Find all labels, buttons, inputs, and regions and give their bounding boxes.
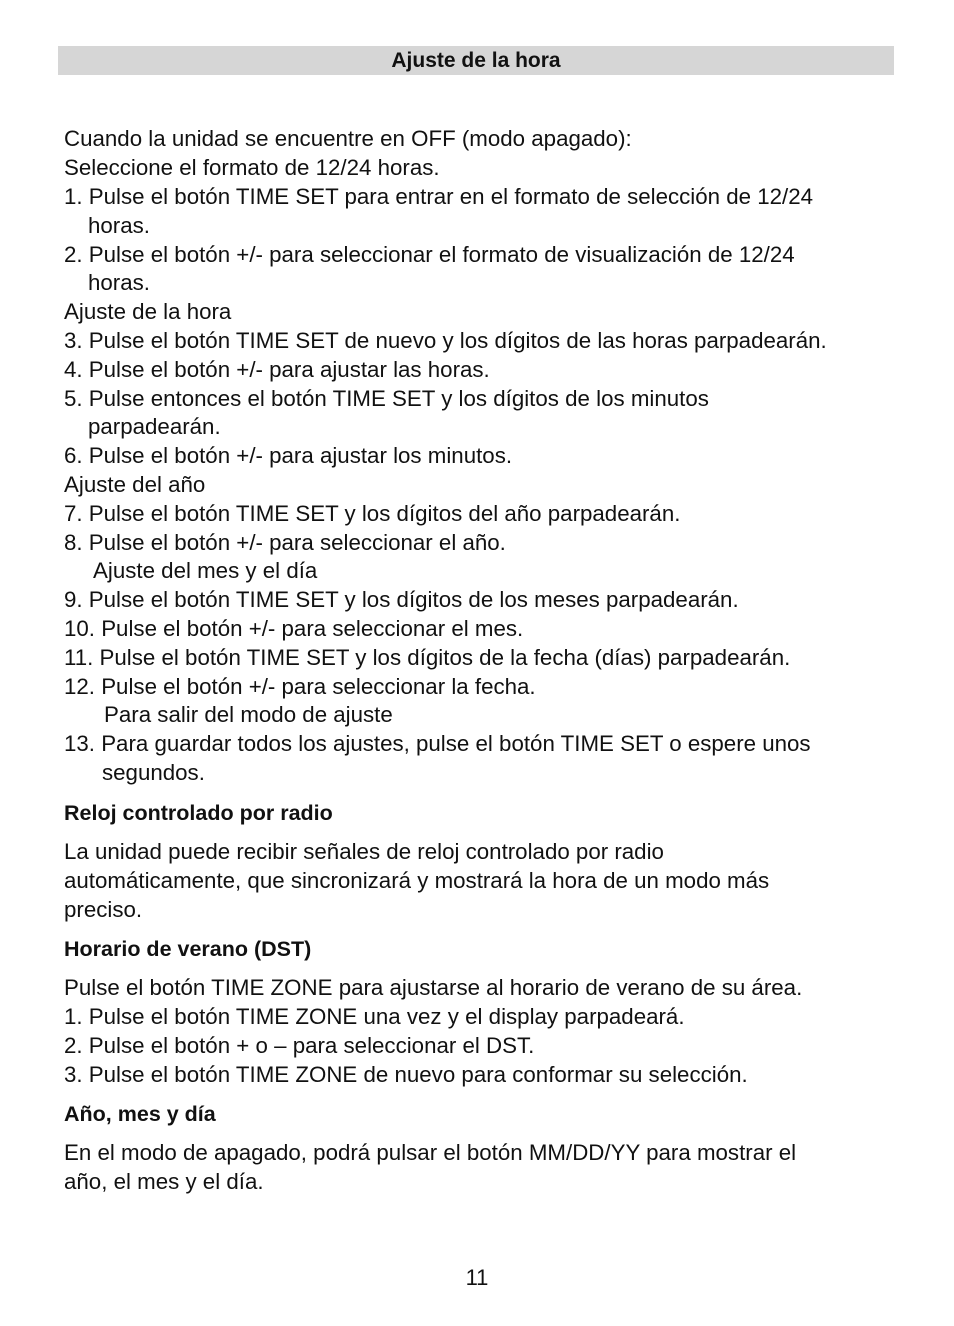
section-heading-radio: Reloj controlado por radio	[64, 801, 333, 825]
subheading: Ajuste del mes y el día	[93, 558, 318, 583]
list-item: 10. Pulse el botón +/- para seleccionar el mes.	[64, 616, 524, 641]
list-item: 3. Pulse el botón TIME ZONE de nuevo para conformar su selección.	[64, 1062, 748, 1087]
paragraph-line: año, el mes y el día.	[64, 1169, 264, 1194]
list-item: 2. Pulse el botón + o – para seleccionar el DST.	[64, 1033, 535, 1058]
list-item: 9. Pulse el botón TIME SET y los dígitos de los meses parpadearán.	[64, 587, 739, 612]
paragraph-line: En el modo de apagado, podrá pulsar el botón MM/DD/YY para mostrar el	[64, 1140, 797, 1165]
list-item-continuation: horas.	[88, 270, 150, 295]
section-title: Ajuste de la hora	[391, 49, 561, 72]
list-item: 13. Para guardar todos los ajustes, pulse el botón TIME SET o espere unos	[64, 731, 811, 756]
list-item-continuation: parpadearán.	[88, 414, 221, 439]
list-item: 12. Pulse el botón +/- para seleccionar la fecha.	[64, 674, 536, 699]
subheading: Ajuste del año	[64, 472, 206, 497]
list-item: 8. Pulse el botón +/- para seleccionar el año.	[64, 530, 506, 555]
subheading: Para salir del modo de ajuste	[104, 702, 393, 727]
list-item: 2. Pulse el botón +/- para seleccionar el formato de visualización de 12/24	[64, 242, 795, 267]
subheading: Ajuste de la hora	[64, 299, 232, 324]
list-item: 3. Pulse el botón TIME SET de nuevo y los dígitos de las horas parpadearán.	[64, 328, 827, 353]
list-item: 7. Pulse el botón TIME SET y los dígitos del año parpadearán.	[64, 501, 681, 526]
paragraph-line: Pulse el botón TIME ZONE para ajustarse al horario de verano de su área.	[64, 975, 803, 1000]
section-heading-date: Año, mes y día	[64, 1102, 216, 1126]
list-item: 5. Pulse entonces el botón TIME SET y los dígitos de los minutos	[64, 386, 709, 411]
paragraph-line: automáticamente, que sincronizará y mostrará la hora de un modo más	[64, 868, 770, 893]
list-item-continuation: horas.	[88, 213, 150, 238]
list-item: 4. Pulse el botón +/- para ajustar las horas.	[64, 357, 490, 382]
list-item: 1. Pulse el botón TIME SET para entrar en el formato de selección de 12/24	[64, 184, 814, 209]
text-line: Cuando la unidad se encuentre en OFF (modo apagado):	[64, 126, 632, 151]
paragraph-line: preciso.	[64, 897, 143, 922]
paragraph-line: La unidad puede recibir señales de reloj controlado por radio	[64, 839, 664, 864]
list-item-continuation: segundos.	[102, 760, 205, 785]
list-item: 6. Pulse el botón +/- para ajustar los minutos.	[64, 443, 513, 468]
list-item: 11. Pulse el botón TIME SET y los dígitos de la fecha (días) parpadearán.	[64, 645, 791, 670]
list-item: 1. Pulse el botón TIME ZONE una vez y el display parpadeará.	[64, 1004, 685, 1029]
page-number: 11	[465, 1265, 489, 1290]
text-line: Seleccione el formato de 12/24 horas.	[64, 155, 440, 180]
section-heading-dst: Horario de verano (DST)	[64, 937, 312, 961]
